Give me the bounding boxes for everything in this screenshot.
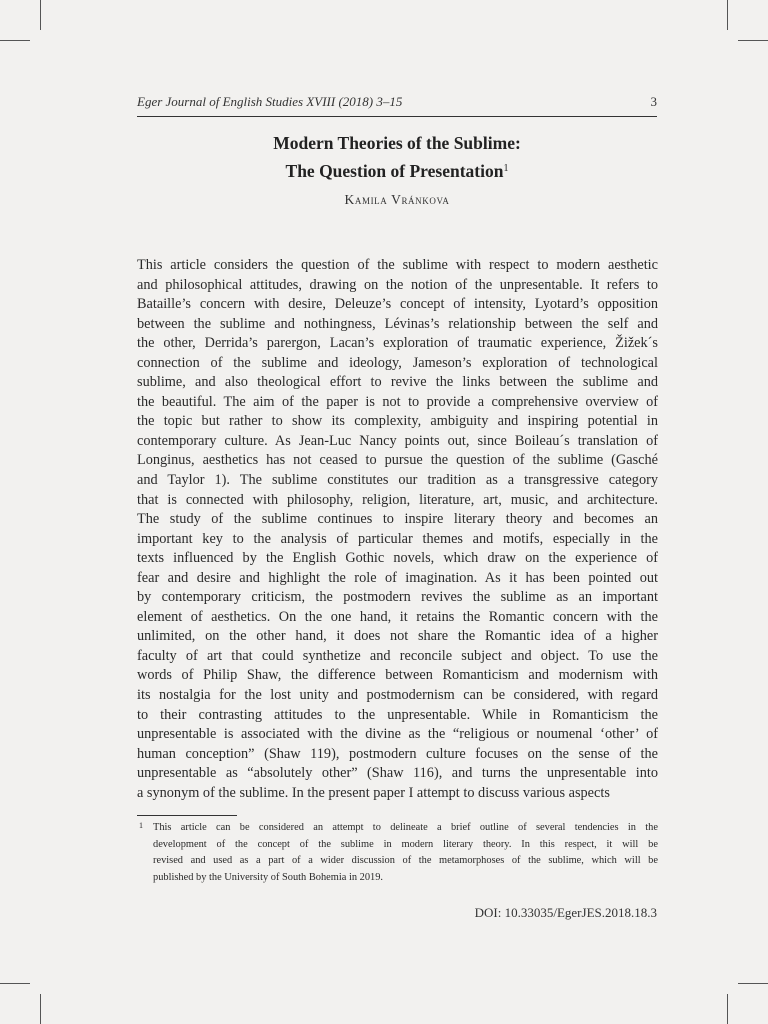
body-line: that is connected with philosophy, religion, literature, art, music, and architecture. bbox=[137, 491, 658, 508]
body-line: between the sublime and nothingness, Lévinas’s relationship between the self and bbox=[137, 315, 658, 332]
page-number: 3 bbox=[650, 94, 657, 109]
body-line: This article considers the question of the sublime with respect to modern aesthetic bbox=[137, 257, 658, 273]
body-line: texts influenced by the English Gothic novels, which draw on the experience of bbox=[137, 550, 658, 567]
body-line: the beautiful. The aim of the paper is not to provide a comprehensive overview of bbox=[137, 393, 658, 410]
crop-mark bbox=[727, 994, 728, 1024]
body-line: Longinus, aesthetics has not ceased to pursue the question of the sublime (Gasché bbox=[137, 452, 658, 469]
footnote-mark: 1 bbox=[139, 821, 143, 830]
body-line: connection of the sublime and ideology, Jameson’s exploration of technological bbox=[137, 354, 658, 371]
crop-mark bbox=[0, 40, 30, 41]
doi[interactable]: DOI: 10.33035/EgerJES.2018.18.3 bbox=[474, 905, 657, 920]
footnote-text bbox=[137, 820, 658, 886]
running-head bbox=[137, 94, 657, 110]
body-line: by contemporary criticism, the postmodern revives the sublime as an important bbox=[137, 589, 658, 606]
article-body bbox=[137, 256, 658, 803]
title-line-1: Modern Theories of the Sublime: bbox=[273, 133, 521, 153]
article-title bbox=[137, 131, 657, 184]
body-line: important key to the analysis of particular themes and motifs, especially in the bbox=[137, 530, 658, 547]
footnote-line: development of the concept of the sublime in modern literary theory. In this respect, it will be bbox=[153, 838, 658, 850]
body-line: to their contrasting attitudes to the unpresentable. While in Romanticism the bbox=[137, 706, 658, 723]
footnote-line: This article can be considered an attempt to delineate a brief outline of several tendencies in the bbox=[153, 822, 658, 833]
body-line: The study of the sublime continues to inspire literary theory and becomes an bbox=[137, 511, 658, 528]
title-line-2 bbox=[137, 156, 657, 184]
header-rule bbox=[137, 116, 657, 117]
body-line: the topic but rather to show its complexity, ambiguity and inspiring potential in bbox=[137, 413, 658, 430]
crop-mark bbox=[40, 0, 41, 30]
body-line: unpresentable as “absolutely other” (Shaw 116), and turns the unpresentable into bbox=[137, 765, 658, 782]
body-line: fear and desire and highlight the role of imagination. As it has been pointed out bbox=[137, 569, 658, 586]
crop-mark bbox=[40, 994, 41, 1024]
body-line: and philosophical attitudes, drawing on the notion of the unpresentable. It refers to bbox=[137, 276, 658, 293]
crop-mark bbox=[0, 983, 30, 984]
body-line: contemporary culture. As Jean-Luc Nancy points out, since Boileau´s translation of bbox=[137, 432, 658, 449]
body-line: and Taylor 1). The sublime constitutes our tradition as a transgressive category bbox=[137, 472, 658, 489]
crop-mark bbox=[727, 0, 728, 30]
body-line: words of Philip Shaw, the difference between Romanticism and modernism with bbox=[137, 667, 658, 684]
body-line: the other, Derrida’s parergon, Lacan’s exploration of traumatic experience, Žižek´s bbox=[137, 335, 658, 352]
body-line: a synonym of the sublime. In the present paper I attempt to discuss various aspects bbox=[137, 784, 610, 801]
body-line: element of aesthetics. On the one hand, it retains the Romantic concern with the bbox=[137, 608, 658, 625]
footnote-line: published by the University of South Bohemia in 2019. bbox=[153, 871, 384, 883]
footnote bbox=[137, 820, 658, 886]
footnote-rule bbox=[137, 815, 237, 816]
body-line: unpresentable is associated with the divine as the “religious or noumenal ‘other’ of bbox=[137, 726, 658, 743]
crop-mark bbox=[738, 40, 768, 41]
body-line: faculty of art that could synthetize and reconcile subject and object. To use the bbox=[137, 647, 658, 664]
title-footnote-ref[interactable]: 1 bbox=[503, 163, 509, 174]
footnote-line: revised and used as a part of a wider discussion of the metamorphoses of the sublime, which will be bbox=[153, 855, 658, 867]
body-line: unlimited, on the other hand, it does not share the Romantic idea of a higher bbox=[137, 628, 658, 645]
body-line: human conception” (Shaw 119), postmodern culture focuses on the sense of the bbox=[137, 745, 658, 762]
author-name: Kamila Vránkova bbox=[344, 192, 450, 207]
crop-mark bbox=[738, 983, 768, 984]
body-line: sublime, and also theological effort to revive the links between the sublime and bbox=[137, 374, 658, 391]
journal-citation: Eger Journal of English Studies XVIII (2018) 3–15 bbox=[137, 94, 403, 109]
title-line-2-text: The Question of Presentation bbox=[285, 161, 504, 181]
body-line: Bataille’s concern with desire, Deleuze’s concept of intensity, Lyotard’s opposition bbox=[137, 296, 658, 313]
body-line: its nostalgia for the lost unity and postmodernism can be considered, with regard bbox=[137, 687, 658, 704]
